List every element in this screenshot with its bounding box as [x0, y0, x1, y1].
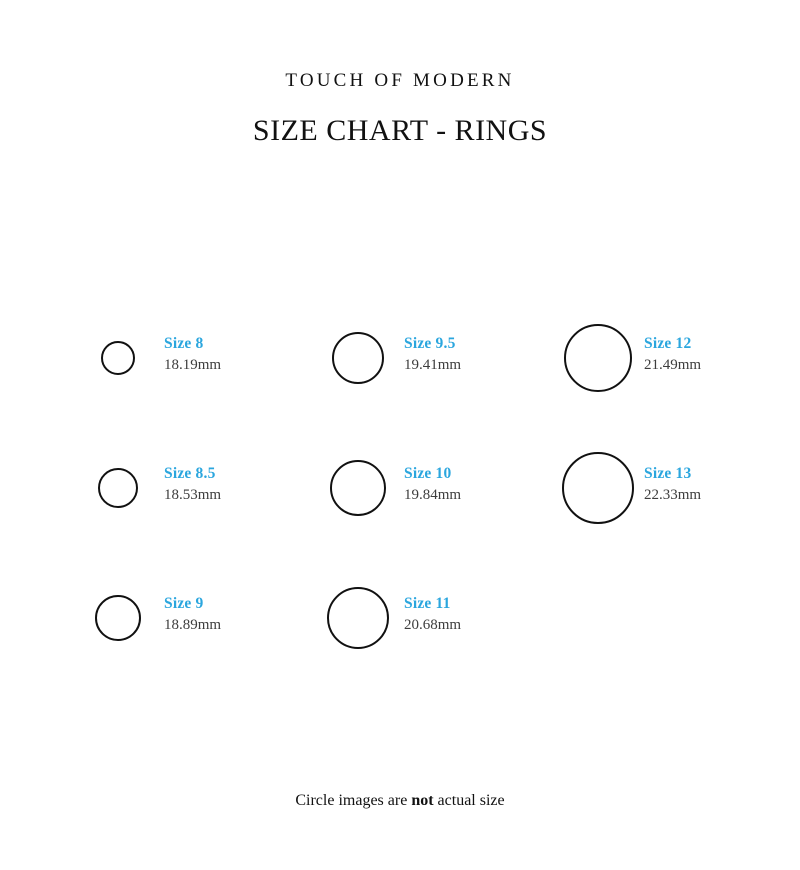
- ring-circle-icon: [564, 324, 632, 392]
- ring-circle-wrap: [78, 578, 158, 658]
- ring-circle-wrap: [318, 318, 398, 398]
- ring-circle-wrap: [318, 448, 398, 528]
- page-title: SIZE CHART - RINGS: [252, 114, 548, 147]
- ring-size-label: Size 8.5: [164, 465, 216, 482]
- ring-circle-wrap: [78, 448, 158, 528]
- ring-circle-icon: [95, 595, 141, 641]
- size-chart-page: [0, 70, 800, 870]
- ring-size-labels: [404, 594, 461, 636]
- ring-circle-wrap: [558, 318, 638, 398]
- brand-wordmark: TOUCH OF MODERN: [285, 70, 515, 91]
- ring-size-labels: [644, 334, 701, 376]
- ring-circle-wrap: [318, 578, 398, 658]
- ring-size-label: Size 10: [404, 465, 452, 482]
- ring-size-measurement: 20.68mm: [404, 617, 462, 634]
- footnote-emphasis: not: [411, 792, 434, 809]
- ring-size-grid: [78, 318, 738, 708]
- ring-size-item: [558, 318, 738, 448]
- ring-size-measurement: 18.19mm: [164, 357, 222, 374]
- ring-size-item: [78, 318, 318, 448]
- ring-size-item: [318, 578, 558, 708]
- ring-circle-icon: [562, 452, 634, 524]
- ring-circle-icon: [330, 460, 386, 516]
- ring-size-label: Size 9: [164, 595, 204, 612]
- footnote-text-after: actual size: [433, 792, 505, 809]
- ring-circle-wrap: [78, 318, 158, 398]
- ring-circle-icon: [332, 332, 384, 384]
- ring-size-labels: [644, 464, 701, 506]
- ring-circle-icon: [327, 587, 389, 649]
- ring-size-labels: [164, 334, 221, 376]
- ring-size-labels: [164, 464, 221, 506]
- footnote: [0, 792, 800, 810]
- ring-circle-wrap: [558, 448, 638, 528]
- ring-size-item: [78, 448, 318, 578]
- ring-size-measurement: 21.49mm: [644, 357, 702, 374]
- ring-size-item: [318, 448, 558, 578]
- ring-circle-icon: [98, 468, 138, 508]
- ring-size-labels: [404, 464, 461, 506]
- ring-size-item: [318, 318, 558, 448]
- ring-size-measurement: 22.33mm: [644, 487, 702, 504]
- ring-size-label: Size 13: [644, 465, 692, 482]
- ring-size-labels: [164, 594, 221, 636]
- ring-size-item-empty: [558, 578, 738, 708]
- ring-size-item: [78, 578, 318, 708]
- ring-size-label: Size 12: [644, 335, 692, 352]
- ring-size-label: Size 9.5: [404, 335, 456, 352]
- ring-size-item: [558, 448, 738, 578]
- ring-size-measurement: 18.53mm: [164, 487, 222, 504]
- ring-size-labels: [404, 334, 461, 376]
- ring-size-label: Size 11: [404, 595, 451, 612]
- footnote-text-before: Circle images are: [295, 792, 412, 809]
- ring-size-measurement: 19.84mm: [404, 487, 462, 504]
- ring-size-measurement: 18.89mm: [164, 617, 222, 634]
- ring-size-label: Size 8: [164, 335, 204, 352]
- ring-circle-icon: [101, 341, 135, 375]
- ring-size-measurement: 19.41mm: [404, 357, 462, 374]
